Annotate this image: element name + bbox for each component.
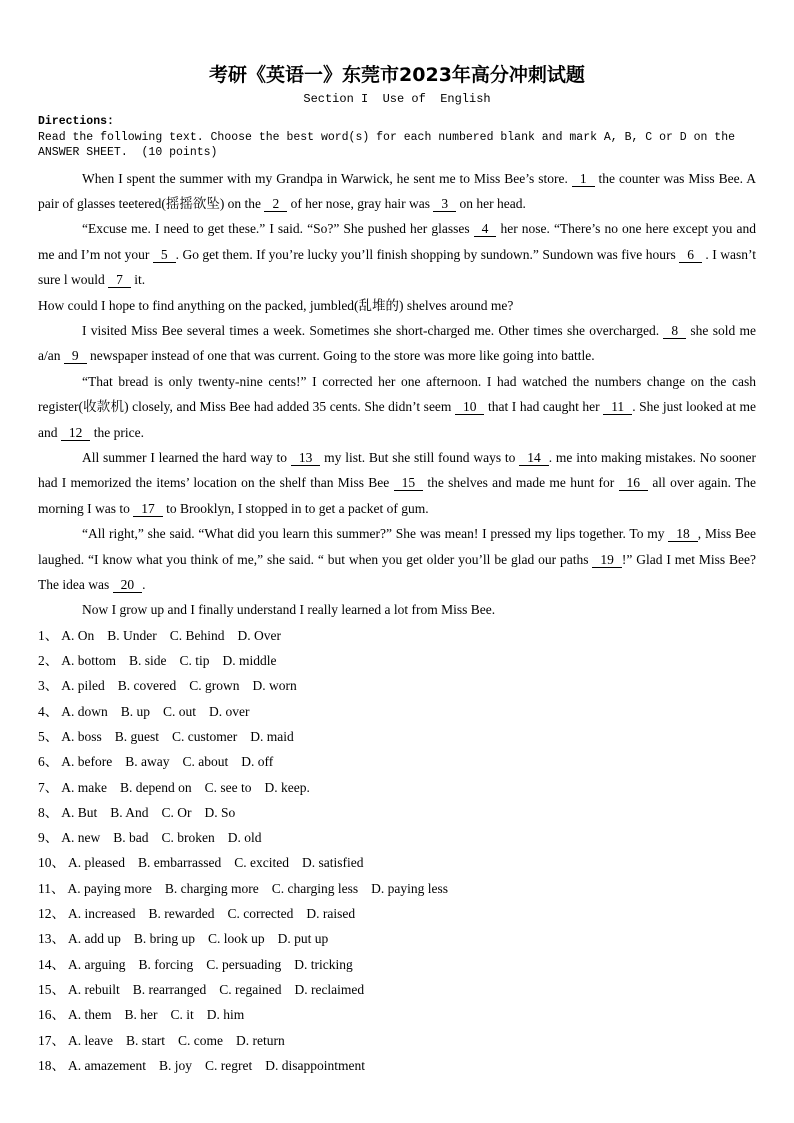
answer-option: C. charging less [271,880,359,896]
answer-option: B. depend on [119,779,192,795]
answer-option: A. paying more [67,880,152,896]
passage-text: her nose. “There’s no one here except you and me and I’m not your [38,221,756,262]
answer-option: B. covered [117,678,177,694]
question-number: 10、 [38,855,65,871]
answer-option: C. come [177,1032,223,1048]
answer-option: B. bring up [133,931,196,947]
passage-text: . [142,577,146,592]
passage-text: . She just looked at me and [38,399,757,440]
answer-option: B. her [124,1007,158,1023]
answer-option: C. about [182,754,229,770]
answer-option: C. regained [219,981,282,997]
cloze-blank: 16 [619,475,649,491]
cloze-blank: 18 [668,526,698,542]
passage-text: the counter was Miss Bee. A pair of glasses teetered(摇摇欲坠) on the [38,170,756,211]
question-row [38,977,756,1002]
cloze-blank: 11 [603,399,632,415]
answer-option: A. piled [61,678,105,694]
question-row [38,673,756,698]
answer-option: A. before [61,754,113,770]
answer-option: C. grown [189,678,240,694]
answer-option: C. broken [161,830,215,846]
question-number: 14、 [38,956,65,972]
answer-option: A. On [61,627,95,643]
passage-text: on her head. [456,195,526,211]
directions-block [38,114,756,161]
question-row [38,648,756,673]
passage-text: “All right,” she said. “What did you learn this summer?” She was mean! I pressed my lips together. To my [82,526,669,542]
answer-option: A. increased [68,906,136,922]
answer-option: D. keep. [264,779,310,795]
page-title: 考研《英语一》东莞市2023年高分冲刺试题 [209,64,585,86]
answer-option: B. side [129,653,167,669]
answer-option: B. forcing [138,956,194,972]
cloze-blank: 4 [474,221,497,237]
answer-option: C. Behind [169,627,225,643]
answer-option: B. bad [113,830,149,846]
answer-option: A. bottom [61,653,117,669]
answer-option: B. rearranged [132,981,207,997]
answer-option: C. look up [208,931,265,947]
cloze-blank: 2 [264,196,287,212]
question-number: 15、 [38,981,65,997]
answer-option: B. charging more [164,880,259,896]
passage-paragraph [38,216,756,292]
cloze-blank: 6 [679,247,702,263]
passage [38,166,756,623]
cloze-blank: 13 [291,450,321,466]
question-row [38,749,756,774]
question-row [38,952,756,977]
answer-option: A. new [61,830,101,846]
answer-option: A. them [68,1007,112,1023]
passage-text: . I wasn’t sure l would [38,246,756,288]
passage-text: the price. [90,424,144,440]
passage-text: . Go get them. If you’re lucky you’ll finish shopping by sundown.” Sundown was five hours [175,246,680,262]
cloze-blank: 14 [519,450,549,466]
answer-option: C. Or [161,804,192,820]
question-number: 18、 [38,1057,65,1073]
answer-option: D. return [235,1032,285,1048]
question-number: 1、 [38,627,59,643]
passage-text: . me into making mistakes. No sooner had I memorized the items’ location on the shelf than Miss Bee [38,449,757,491]
answer-option: A. amazement [68,1057,146,1073]
question-number: 17、 [38,1032,65,1048]
question-number: 12、 [38,906,65,922]
answer-option: D. disappointment [265,1057,365,1073]
passage-text: to Brooklyn, I stopped in to get a packet of gum. [162,500,429,516]
passage-text: of her nose, gray hair was [287,195,434,211]
question-number: 9、 [38,830,59,846]
answer-option: C. see to [204,779,252,795]
passage-paragraph [38,369,756,445]
answer-option: A. arguing [68,956,126,972]
passage-text: newspaper instead of one that was current. Going to the store was more like going into battle. [86,348,595,364]
answer-option: C. tip [179,653,210,669]
passage-text: “That bread is only twenty-nine cents!” I corrected her one afternoon. I had watched the numbers change on the cash register(收款机) closely, and Miss Bee had added 35 cents. She didn’t seem [38,373,756,415]
cloze-blank: 8 [663,323,686,339]
answer-option: B. up [120,703,151,719]
cloze-blank: 19 [592,552,622,568]
answer-option: D. satisfied [301,855,364,871]
passage-text: When I spent the summer with my Grandpa in Warwick, he sent me to Miss Bee’s store. [82,170,572,186]
passage-paragraph [38,318,756,369]
question-number: 6、 [38,754,59,770]
cloze-blank: 10 [455,399,485,415]
question-list [38,623,756,1078]
passage-text: “Excuse me. I need to get these.” I said. “So?” She pushed her glasses [82,221,474,237]
cloze-blank: 7 [108,272,131,288]
answer-option: B. start [125,1032,165,1048]
question-row [38,800,756,825]
answer-option: D. middle [222,653,277,669]
answer-option: D. him [206,1007,245,1023]
question-number: 13、 [38,931,65,947]
answer-option: B. rewarded [148,906,215,922]
passage-text: , Miss Bee laughed. “I know what you think of me,” she said. “ but when you get older you’ll be glad our paths [38,526,756,567]
section-heading: Section I Use of English [303,92,491,106]
cloze-blank: 5 [153,247,176,263]
question-number: 3、 [38,678,59,694]
passage-paragraph [38,293,756,318]
answer-option: B. guest [114,729,160,744]
cloze-blank: 15 [394,475,424,491]
answer-option: C. it [170,1007,194,1023]
question-number: 16、 [38,1007,65,1023]
answer-option: D. over [209,703,250,719]
answer-option: D. worn [252,678,297,694]
cloze-blank: 1 [572,171,595,187]
passage-text: all over again. The morning I was to [38,475,756,516]
answer-option: B. away [125,754,170,770]
question-row [38,1028,756,1053]
cloze-blank: 17 [133,501,163,517]
answer-option: D. raised [306,906,356,922]
passage-paragraph [38,445,756,521]
answer-option: D. old [227,830,262,846]
passage-paragraph [38,597,756,622]
answer-option: D. paying less [371,880,448,896]
answer-option: B. joy [158,1057,192,1073]
answer-option: B. embarrassed [137,855,222,871]
cloze-blank: 9 [64,348,87,364]
question-number: 11、 [38,880,65,896]
passage-text: All summer I learned the hard way to [82,449,291,465]
answer-option: A. make [61,779,107,795]
passage-text: she sold me a/an [38,322,756,364]
cloze-blank: 20 [113,577,143,593]
cloze-blank: 12 [61,425,91,441]
answer-option: B. Under [107,627,157,643]
answer-option: C. customer [172,729,238,744]
answer-option: A. rebuilt [68,981,120,997]
passage-text: my list. But she still found ways to [320,449,520,465]
question-row [38,724,756,749]
question-row [38,926,756,951]
passage-text: How could I hope to find anything on the packed, jumbled(乱堆的) shelves around me? [38,297,514,313]
question-row [38,901,756,926]
question-row [38,825,756,850]
passage-text: I visited Miss Bee several times a week. Sometimes she short-charged me. Other times she overcharged. [82,322,664,338]
question-row [38,850,756,875]
answer-option: C. persuading [206,956,282,972]
question-number: 5、 [38,729,59,744]
passage-paragraph [38,521,756,597]
answer-option: C. out [163,703,197,719]
question-row [38,1053,756,1078]
answer-option: A. add up [68,931,121,947]
answer-option: A. boss [61,729,102,744]
answer-option: C. corrected [227,906,294,922]
question-row [38,1002,756,1027]
passage-text: the shelves and made me hunt for [423,475,619,491]
directions-label: Directions: [38,115,114,128]
question-row [38,876,756,901]
directions-text: Read the following text. Choose the best word(s) for each numbered blank and mark A, B, C or D on the ANSWER SHEET. (10 points) [38,130,742,159]
answer-option: D. tricking [294,956,353,972]
answer-option: A. down [61,703,108,719]
answer-option: D. reclaimed [294,981,365,997]
passage-text: it. [130,272,146,288]
question-row [38,623,756,648]
question-number: 8、 [38,804,59,820]
answer-option: A. pleased [68,855,125,871]
passage-paragraph [38,166,756,217]
question-number: 4、 [38,703,59,719]
answer-option: D. So [204,804,236,820]
answer-option: D. Over [237,627,282,643]
question-row [38,699,756,724]
answer-option: C. excited [234,855,289,871]
passage-text: that I had caught her [484,399,604,415]
answer-option: D. maid [250,729,294,744]
answer-option: C. regret [204,1057,253,1073]
question-number: 2、 [38,653,59,669]
passage-text: !” Glad I met Miss Bee? The idea was [38,551,756,592]
answer-option: A. leave [68,1032,113,1048]
question-number: 7、 [38,779,59,795]
answer-option: A. But [61,804,98,820]
passage-text: Now I grow up and I finally understand I really learned a lot from Miss Bee. [82,602,496,618]
question-row [38,775,756,800]
answer-option: B. And [110,804,149,820]
answer-option: D. off [241,754,274,770]
cloze-blank: 3 [433,196,456,212]
answer-option: D. put up [277,931,329,947]
